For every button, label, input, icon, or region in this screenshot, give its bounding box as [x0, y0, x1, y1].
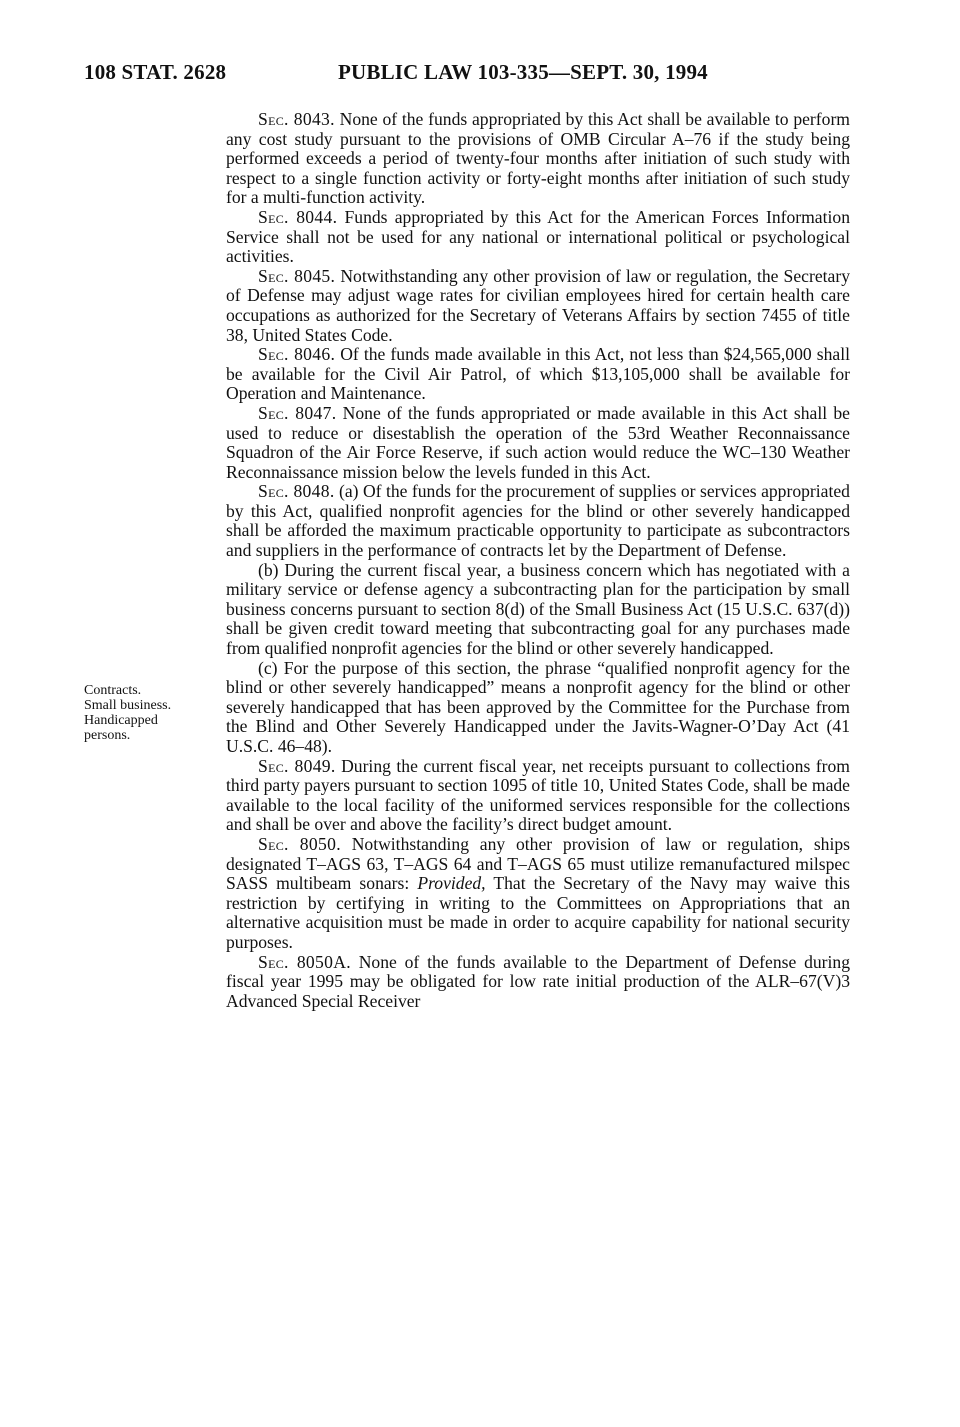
section-text: Notwithstanding any other provision of law or regulation, the Secretary of Defense may adjust wage rates for civilian employees hired for certain health care occupations as authorized for the Secretary of Veterans Affairs by section 7455 of title 38, United States Code.: [226, 265, 850, 345]
section-text: None of the funds appropriated by this Act shall be available to perform any cost study pursuant to the provisions of OMB Circular A–76 if the study being performed exceeds a period of twenty-four months after initiation of such study with respect to a single function activity or forty-eight months after initiation of such study for a multi-function activity.: [226, 109, 850, 208]
section-8050A: [226, 953, 850, 1012]
section-text: Funds appropriated by this Act for the American Forces Information Service shall not be used for any national or international political or psychological activities.: [226, 206, 850, 267]
section-8050: [226, 835, 850, 953]
section-text: That the Secretary of the Navy may waive this restriction by certifying in writing to the Committees on Appropriations that an alternative acquisition must be made in order to acquire capability for national security purposes.: [226, 873, 850, 952]
section-text: (a) Of the funds for the procurement of supplies or services appropriated by this Act, qualified nonprofit agencies for the blind or other severely handicapped shall be afforded the maximum practicable opportunity to participate as subcontractors and suppliers in the performance of contracts let by the Department of Defense.: [226, 481, 850, 561]
section-8043: [226, 110, 850, 208]
section-8047: [226, 404, 850, 482]
margin-note-line: Small business.: [84, 698, 172, 713]
page-header: [84, 60, 864, 90]
proviso-italic: Provided,: [417, 873, 486, 894]
margin-note-line: Handicapped: [84, 713, 158, 728]
section-label: Sec. 8050.: [258, 833, 341, 854]
public-law-title: PUBLIC LAW 103-335—SEPT. 30, 1994: [338, 60, 708, 84]
section-label: Sec. 8045.: [258, 265, 336, 286]
section-label: Sec. 8047.: [258, 402, 337, 423]
section-label: Sec. 8048.: [258, 481, 335, 502]
section-label: Sec. 8044.: [258, 206, 338, 227]
section-label: Sec. 8046.: [258, 344, 336, 365]
section-label: Sec. 8043.: [258, 109, 335, 129]
section-8045: [226, 267, 850, 345]
section-text: Notwithstanding any other provision of law or regulation, ships designated T–AGS 63, T–AGS 64 and T–AGS 65 must utilize remanufactured milspec SASS multibeam sonars:: [226, 833, 850, 894]
margin-note: [84, 683, 214, 743]
section-label: Sec. 8050A.: [258, 951, 351, 972]
section-8044: [226, 208, 850, 267]
section-label: Sec. 8049.: [258, 755, 336, 776]
body-text: [226, 110, 850, 1011]
margin-note-line: persons.: [84, 728, 131, 743]
section-8048-c: (c) For the purpose of this section, the phrase “qualified nonprofit agency for the blind or other severely handicapped” means a nonprofit agency for the blind or other severely handicapped that has been approved by the Committee for the Purchase from the Blind and Other Severely Handicapped under the Javits-Wagner-O’Day Act (41 U.S.C. 46–48).: [226, 657, 850, 756]
section-text: None of the funds available to the Department of Defense during fiscal year 1995 may be obligated for low rate initial production of the ALR–67(V)3 Advanced Special Receiver: [226, 951, 851, 1011]
stat-page-number: 108 STAT. 2628: [84, 60, 227, 84]
section-8048-a: [226, 482, 850, 560]
section-8048-b: (b) During the current fiscal year, a business concern which has negotiated with a military service or defense agency a subcontracting plan for the participation by small business concerns pursuant to section 8(d) of the Small Business Act (15 U.S.C. 637(d)) shall be given credit toward meeting that subcontracting goal for any purchases made from qualified nonprofit agencies for the blind or other severely handicapped.: [226, 559, 850, 659]
section-text: During the current fiscal year, net receipts pursuant to collections from third party payers pursuant to section 1095 of title 10, United States Code, shall be made available to the local facility of the uniformed services responsible for the collections and shall be over and above the facility’s direct budget amount.: [226, 755, 850, 835]
section-8049: [226, 757, 850, 835]
section-8046: [226, 345, 850, 404]
margin-note-line: Contracts.: [84, 683, 142, 698]
section-text: Of the funds made available in this Act, not less than $24,565,000 shall be available for the Civil Air Patrol, of which $13,105,000 shall be available for Operation and Maintenance.: [226, 344, 850, 404]
section-text: None of the funds appropriated or made available in this Act shall be used to reduce or disestablish the operation of the 53rd Weather Reconnaissance Squadron of the Air Force Reserve, if such action would reduce the WC–130 Weather Reconnaissance mission below the levels funded in this Act.: [226, 402, 850, 482]
